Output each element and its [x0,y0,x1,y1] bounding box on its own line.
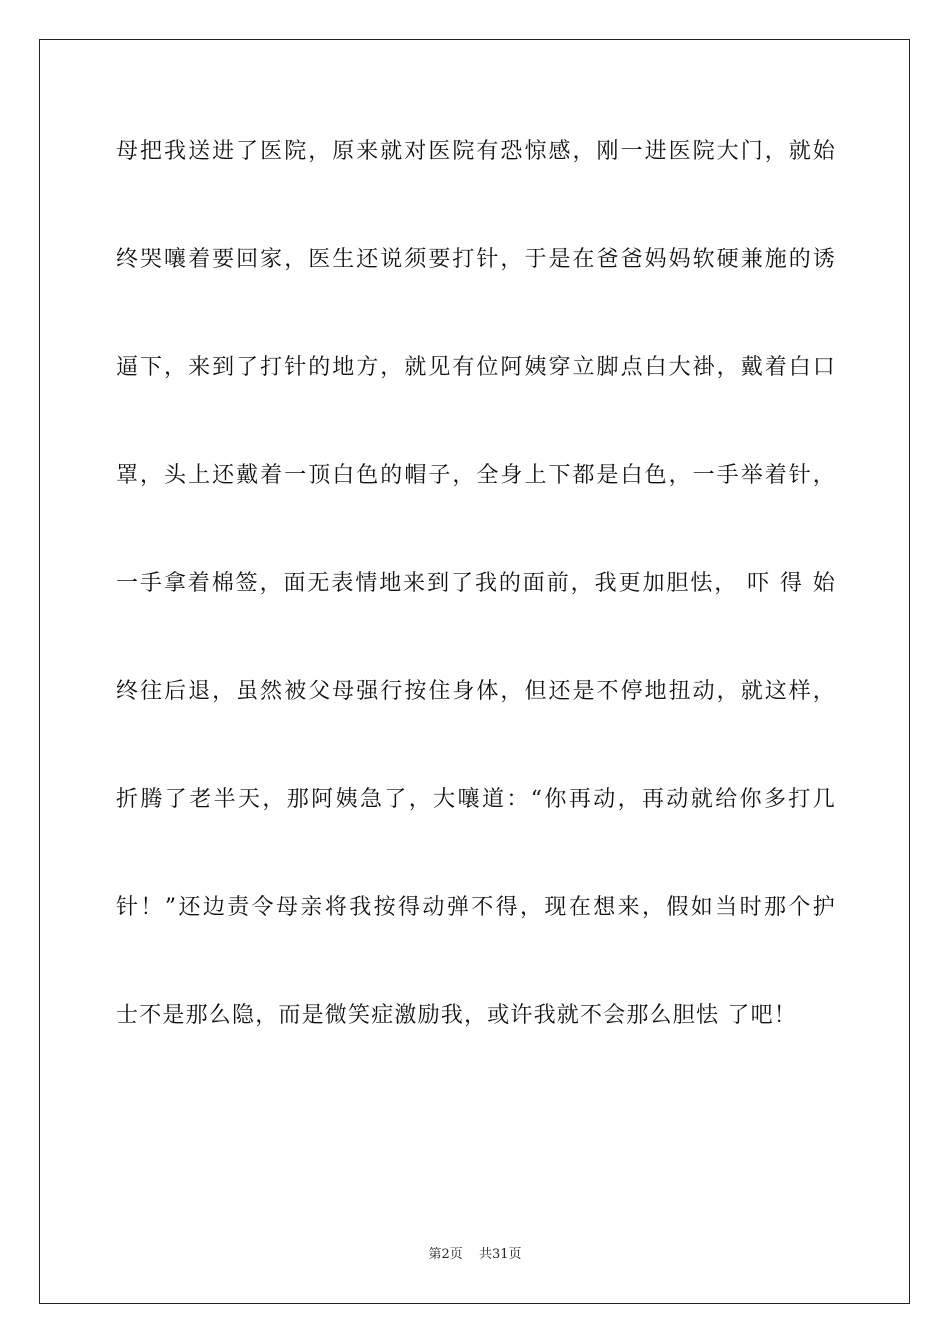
text-line: 针！”还边责令母亲将我按得动弹不得，现在想来，假如当时那个护 [116,895,836,920]
text-line: 一手拿着棉签，面无表情地来到了我的面前，我更加胆怯， 吓 得 始 [116,571,836,596]
text-line: 折腾了老半天，那阿姨急了，大嚷道：“你再动，再动就给你多打几 [116,787,836,812]
text-line: 母把我送进了医院，原来就对医院有恐惊感，刚一进医院大门，就始 [116,139,836,164]
page-total: 共31页 [478,1247,522,1262]
text-line: 士不是那么隐，而是微笑症激励我，或许我就不会那么胆怯 了吧！ [116,1003,797,1028]
page-footer [0,1246,950,1264]
text-line: 逼下，来到了打针的地方，就见有位阿姨穿立脚点白大褂，戴着白口 [116,355,836,380]
page-number: 第2页 [428,1247,463,1262]
text-line: 罩，头上还戴着一顶白色的帽子，全身上下都是白色，一手举着针， [116,463,836,488]
text-line: 终哭嚷着要回家，医生还说须要打针，于是在爸爸妈妈软硬兼施的诱 [116,247,836,272]
text-line: 终往后退，虽然被父母强行按住身体，但还是不停地扭动，就这样， [116,679,836,704]
document-body [116,132,836,1104]
